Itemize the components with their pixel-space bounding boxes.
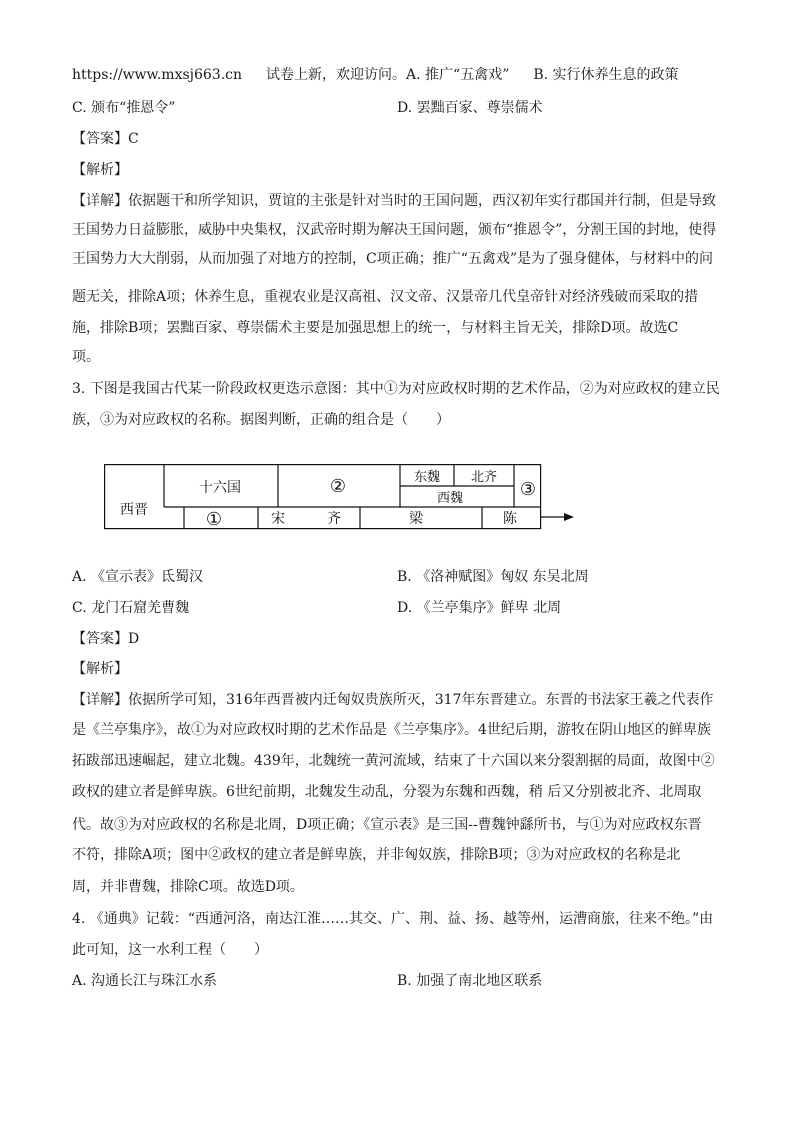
label-dongwei: 东魏 bbox=[413, 470, 441, 485]
q2-detail-line: 项。 bbox=[72, 349, 100, 365]
q4-option-a: A. 沟通长江与珠江水系 bbox=[72, 973, 218, 989]
q3-options-row-1 bbox=[72, 567, 589, 587]
regime-diagram bbox=[104, 462, 574, 532]
q3-option-a: A. 《宣示表》氐蜀汉 bbox=[72, 569, 204, 585]
label-shiliuguo: 十六国 bbox=[199, 480, 241, 496]
q2-option-c: C. 颁布“推恩令” bbox=[72, 100, 176, 116]
label-circle-2: ② bbox=[329, 476, 347, 497]
label-circle-3: ③ bbox=[519, 479, 537, 500]
q4-stem-line: 4. 《通典》记载：“西通河洛，南达江淮……其交、广、荆、益、扬、越等州，运漕商旅，往来不绝。”由 bbox=[72, 911, 714, 927]
site-tagline: 试卷上新，欢迎访问。 bbox=[266, 67, 407, 83]
q2-analysis-label: 【解析】 bbox=[72, 162, 128, 178]
label-chen: 陈 bbox=[503, 511, 517, 527]
q4-options-row bbox=[72, 971, 543, 991]
q3-detail-line: 【详解】依据所学可知，316年西晋被内迁匈奴贵族所灭，317年东晋建立。东晋的书法家王羲之代表作 bbox=[72, 692, 714, 708]
q3-answer: 【答案】D bbox=[72, 631, 140, 647]
label-qi: 齐 bbox=[327, 511, 341, 527]
label-xijin: 西晋 bbox=[120, 502, 148, 518]
q3-detail-line: 周，并非曹魏，排除C项。故选D项。 bbox=[72, 879, 304, 895]
q3-option-d: D. 《兰亭集序》鲜卑 北周 bbox=[397, 600, 562, 616]
q2-detail-line: 施，排除B项；罢黜百家、尊崇儒术主要是加强思想上的统一，与材料主旨无关，排除D项。故选C bbox=[72, 320, 679, 336]
q3-stem-line: 族，③为对应政权的名称。据图判断，正确的组合是（ ） bbox=[72, 412, 450, 428]
q3-options-row-2 bbox=[72, 598, 562, 618]
q3-option-c: C. 龙门石窟羌曹魏 bbox=[72, 600, 190, 616]
q2-option-b: B. 实行休养生息的政策 bbox=[533, 67, 679, 83]
q3-detail-line: 拓跋部迅速崛起，建立北魏。439年，北魏统一黄河流域，结束了十六国以来分裂割据的局面，故图中② bbox=[72, 753, 715, 769]
label-beiqi: 北齐 bbox=[470, 470, 498, 485]
q3-analysis-label: 【解析】 bbox=[72, 661, 128, 677]
q4-stem-line: 此可知，这一水利工程（ ） bbox=[72, 942, 268, 958]
q3-detail-line: 不符，排除A项；图中②政权的建立者是鲜卑族，并非匈奴族，排除B项；③为对应政权的名称是北 bbox=[72, 847, 681, 863]
q2-option-a: A. 推广“五禽戏” bbox=[406, 67, 510, 83]
q2-detail-line: 【详解】依据题干和所学知识，贾谊的主张是针对当时的王国问题，西汉初年实行郡国并行制，但是导致 bbox=[72, 193, 716, 209]
label-song: 宋 bbox=[271, 511, 285, 527]
label-liang: 梁 bbox=[409, 511, 423, 527]
q2-detail-line: 王国势力大大削弱，从而加强了对地方的控制，C项正确；推广“五禽戏”是为了强身健体，与材料中的问 bbox=[72, 251, 714, 267]
site-url[interactable]: https://www.mxsj663.cn bbox=[72, 67, 243, 83]
q3-detail-line: 代。故③为对应政权的名称是北周，D项正确；《宣示表》是三国--曹魏钟繇所书，与①为对应政权东晋 bbox=[72, 817, 702, 833]
q2-detail-line: 王国势力日益膨胀，威胁中央集权，汉武帝时期为解决王国问题，颁布“推恩令”，分割王国的封地，使得 bbox=[72, 222, 717, 238]
label-circle-1: ① bbox=[205, 509, 223, 530]
q3-detail-line: 政权的建立者是鲜卑族。6世纪前期，北魏发生动乱，分裂为东魏和西魏，稍 后又分别被北齐、北周取 bbox=[72, 784, 702, 800]
label-xiwei: 西魏 bbox=[436, 491, 464, 506]
q3-option-b: B. 《洛神赋图》匈奴 东吴北周 bbox=[397, 569, 589, 585]
q3-detail-line: 是《兰亭集序》，故①为对应政权时期的艺术作品是《兰亭集序》。4世纪后期，游牧在阴山地区的鲜卑族 bbox=[72, 722, 711, 738]
q4-option-b: B. 加强了南北地区联系 bbox=[397, 973, 543, 989]
q2-options-row bbox=[72, 98, 543, 118]
q3-stem-line: 3. 下图是我国古代某一阶段政权更迭示意图：其中①为对应政权时期的艺术作品，②为对应政权的建立民 bbox=[72, 381, 720, 397]
q2-option-d: D. 罢黜百家、尊崇儒术 bbox=[397, 100, 543, 116]
q2-detail-line: 题无关，排除A项；休养生息，重视农业是汉高祖、汉文帝、汉景帝几代皇帝针对经济残破而采取的措 bbox=[72, 289, 699, 305]
q2-answer: 【答案】C bbox=[72, 131, 139, 147]
top-line bbox=[72, 65, 679, 85]
